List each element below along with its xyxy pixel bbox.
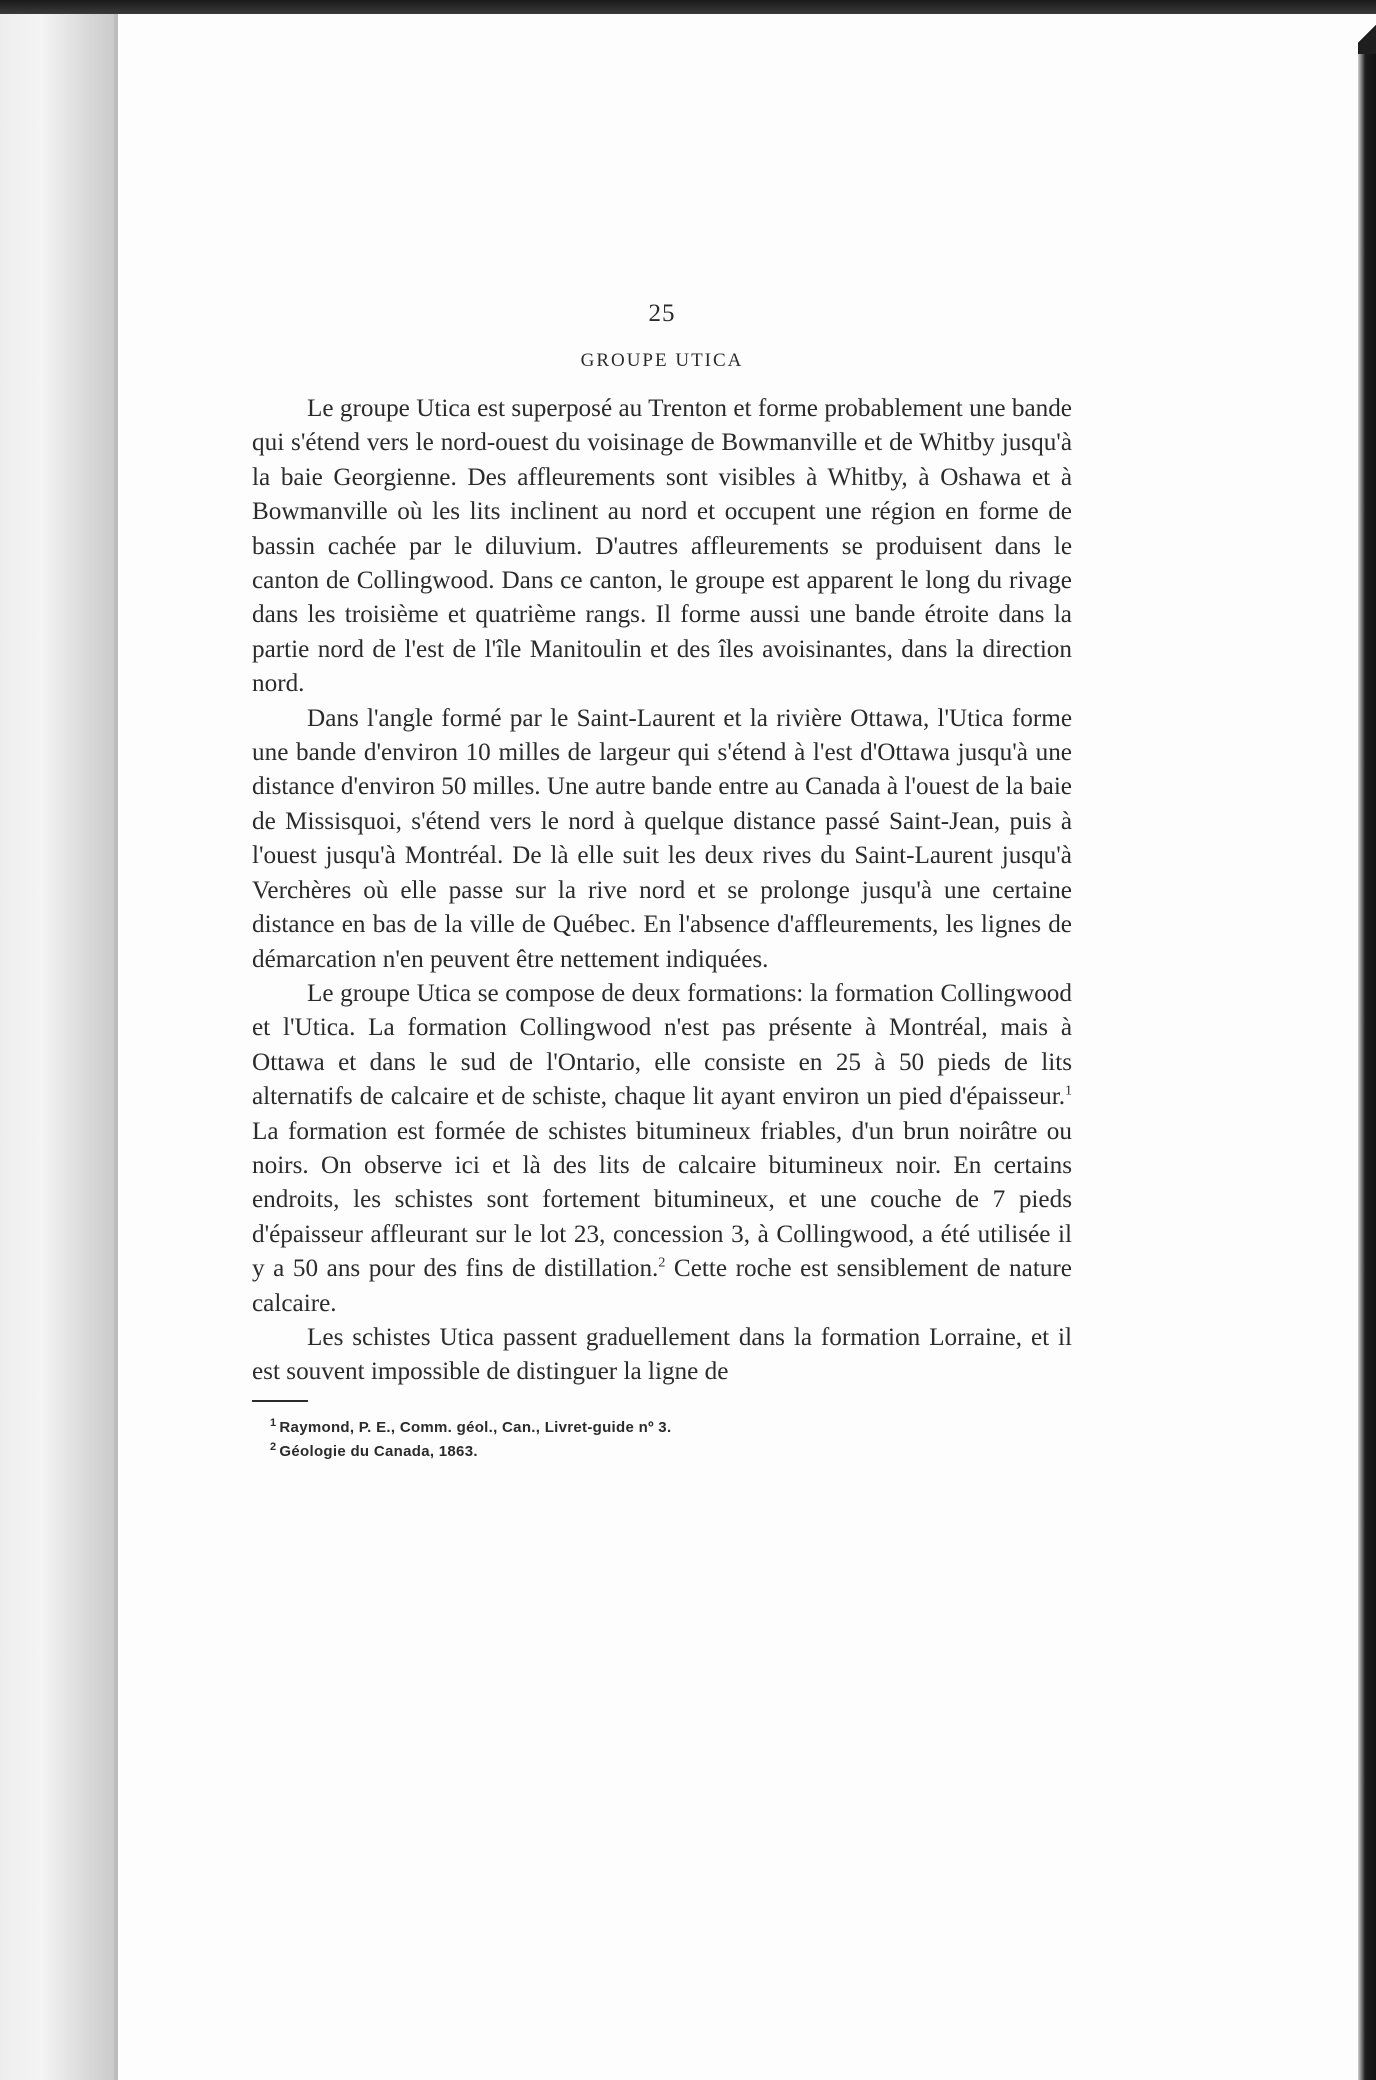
footnote-2-text: Géologie du Canada, 1863. <box>279 1442 478 1460</box>
paragraph-3 <box>252 977 1072 1321</box>
footnote-2 <box>270 1440 1072 1464</box>
scan-right-edge <box>1358 14 1376 2080</box>
footnote-2-marker: 2 <box>270 1440 277 1453</box>
paragraph-1: Le groupe Utica est superposé au Trenton et forme probablement une bande qui s'étend vers le nord-ouest du voisinage de Bowmanville et de Whitby jusqu'à la baie Georgienne. Des affleurements sont visibles à Whitby, à Oshawa et à Bowmanville où les lits inclinent au nord et occupent une région en forme de bassin cachée par le diluvium. D'autres affleurements se produisent dans le canton de Collingwood. Dans ce canton, le groupe est apparent le long du rivage dans les troisième et quatrième rangs. Il forme aussi une bande étroite dans la partie nord de l'est de l'île Manitoulin et des îles avoisinantes, dans la direction nord. <box>252 395 1072 698</box>
scan-left-gutter <box>0 14 118 2080</box>
footnote-1-text: Raymond, P. E., Comm. géol., Can., Livret-guide nº 3. <box>279 1418 672 1436</box>
paragraph-3-part-2: La formation est formée de schistes bitumineux friables, d'un brun noirâtre ou noirs. On observe ici et là des lits de calcaire bitumineux noir. En certains endroits, les schistes sont fortement bitumineux, et une couche de 7 pieds d'épaisseur affleurant sur le lot 23, concession 3, à Collingwood, a été utilisée il y a 50 ans pour des fins de distillation. <box>252 1117 1072 1283</box>
paragraph-3-part-3: Cette roche est sensiblement de nature calcaire. <box>252 1255 1072 1317</box>
footnote-rule <box>252 1400 308 1402</box>
paragraph-2: Dans l'angle formé par le Saint-Laurent et la rivière Ottawa, l'Utica forme une bande d'environ 10 milles de largeur qui s'étend à l'est d'Ottawa jusqu'à une distance d'environ 50 milles. Une autre bande entre au Canada à l'ouest de la baie de Missisquoi, s'étend vers le nord à quelque distance passé Saint-Jean, puis à l'ouest jusqu'à Montréal. De là elle suit les deux rives du Saint-Laurent jusqu'à Verchères où elle passe sur la rive nord et se prolonge jusqu'à une certaine distance en bas de la ville de Québec. En l'absence d'affleurements, les lignes de démarcation n'en peuvent être nettement indiquées. <box>252 704 1072 973</box>
footnote-1-marker: 1 <box>270 1416 277 1429</box>
footnote-ref-2: 2 <box>658 1255 666 1271</box>
section-heading: GROUPE UTICA <box>580 350 744 371</box>
paragraph-4: Les schistes Utica passent graduellement dans la formation Lorraine, et il est souvent impossible de distinguer la ligne de <box>252 1323 1072 1386</box>
footnotes <box>270 1416 1072 1464</box>
footnote-ref-1: 1 <box>1065 1083 1072 1099</box>
page-number: 25 <box>648 300 676 327</box>
footnote-1 <box>270 1416 1072 1440</box>
scan-top-edge <box>0 0 1376 14</box>
page-text-block <box>252 300 1072 1464</box>
paragraph-3-part-1: Le groupe Utica se compose de deux formations: la formation Collingwood et l'Utica. La formation Collingwood n'est pas présente à Montréal, mais à Ottawa et dans le sud de l'Ontario, elle consiste en 25 à 50 pieds de lits alternatifs de calcaire et de schiste, chaque lit ayant environ un pied d'épaisseur. <box>252 979 1072 1111</box>
